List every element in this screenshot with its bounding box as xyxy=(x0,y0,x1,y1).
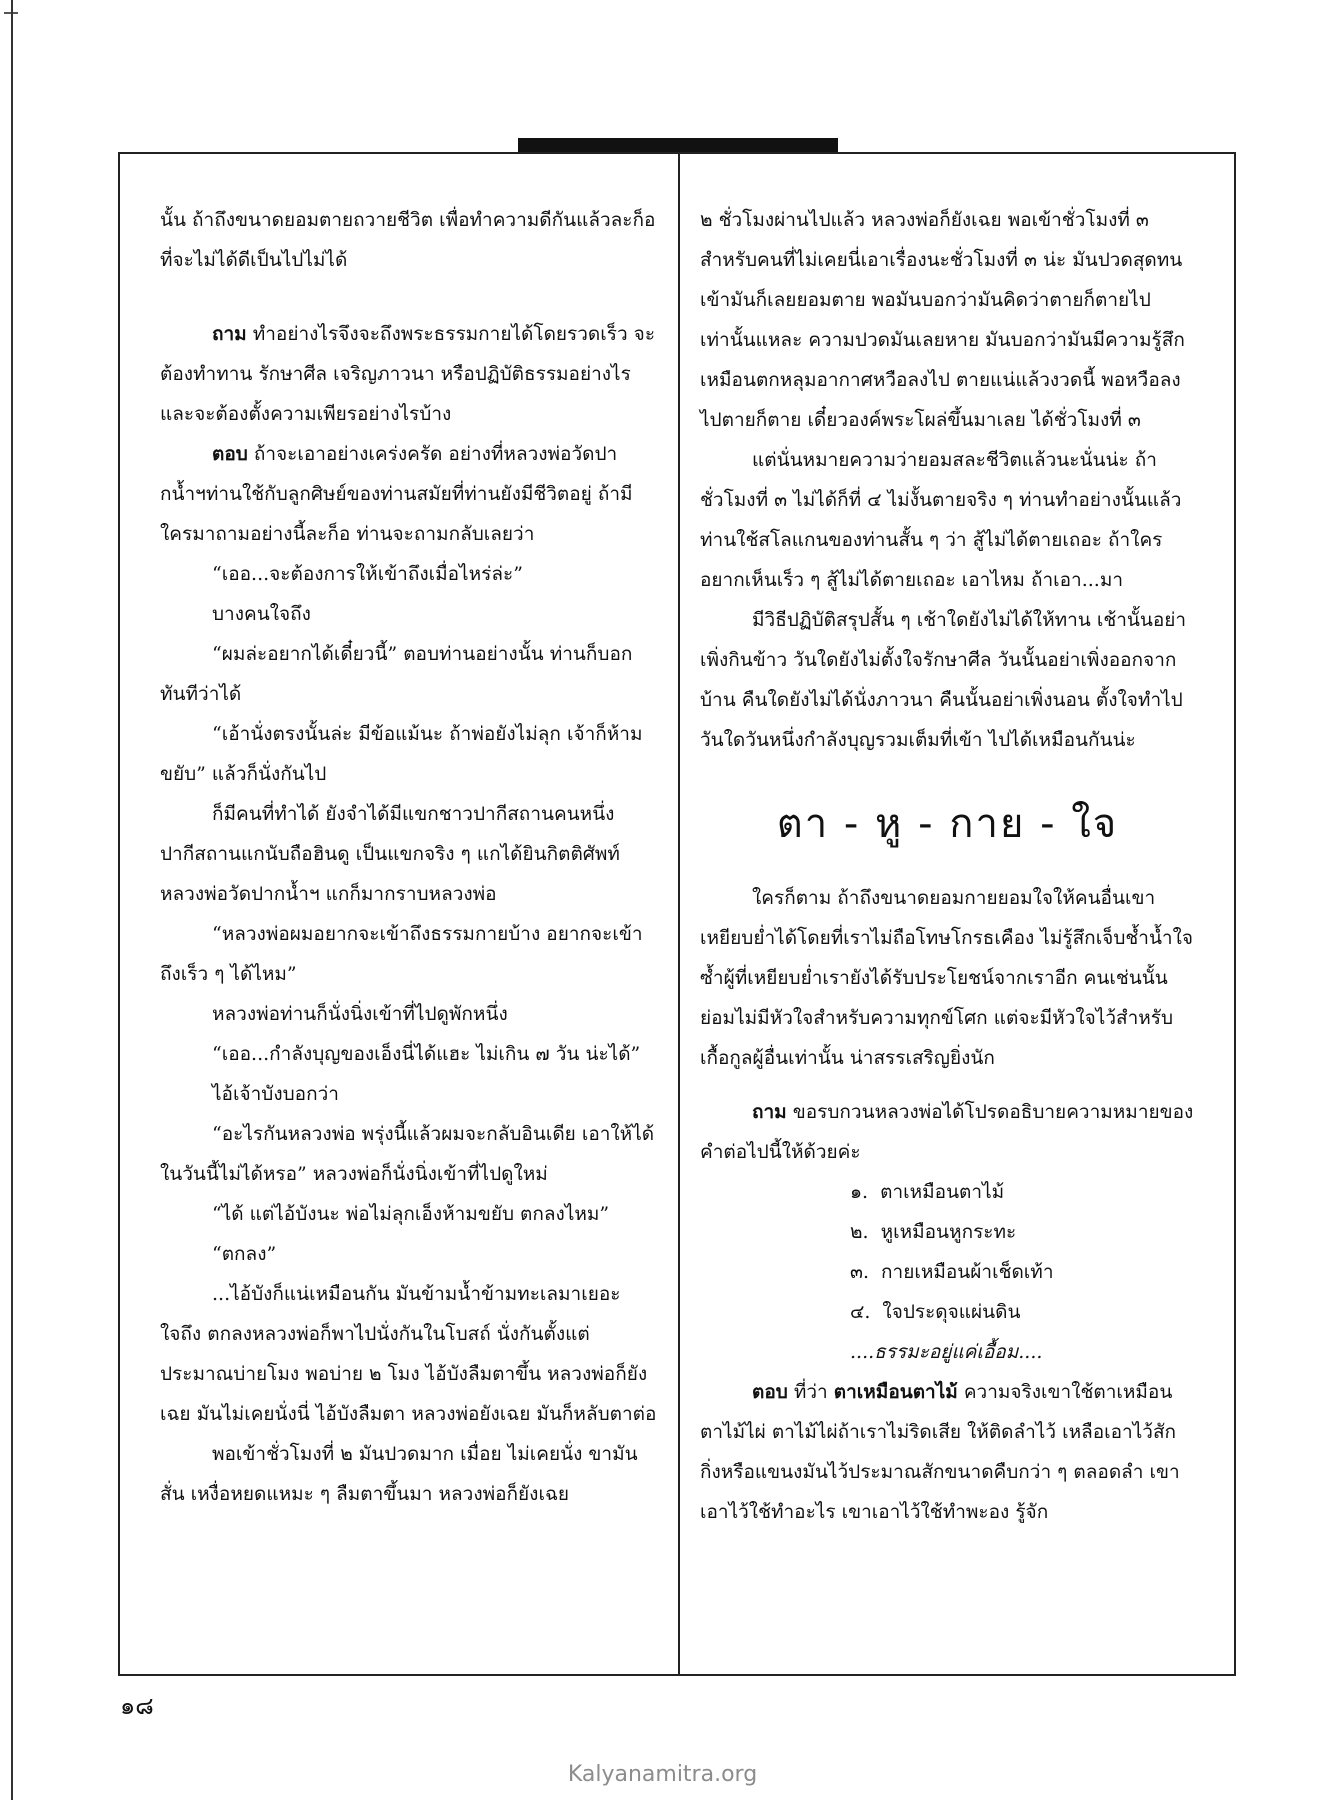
list-number: ๓. xyxy=(850,1261,870,1283)
dialog-line: “อะไรกันหลวงพ่อ พรุ่งนี้แล้วผมจะกลับอินเดีย เอาให้ได้ในวันนี้ไม่ได้หรอ” หลวงพ่อก็นั่งนิ่งเข้าที่ไปดูใหม่ xyxy=(160,1123,655,1185)
dialog-line: บางคนใจถึง xyxy=(212,603,311,625)
dialog-line: “เออ...กำลังบุญของเอ็งนี่ได้แฮะ ไม่เกิน ๗ วัน น่ะได้” xyxy=(212,1043,641,1065)
paragraph: มีวิธีปฏิบัติสรุปสั้น ๆ เช้าใดยังไม่ได้ให้ทาน เช้านั้นอย่าเพิ่งกินข้าว วันใดยังไม่ตั้งใจรักษาศีล วันนั้นอย่าเพิ่งออกจากบ้าน คืนใดยังไม่ได้นั่งภาวนา คืนนั้นอย่าเพิ่งนอน ตั้งใจทำไป วันใดวันหนึ่งกำลังบุญรวมเต็มที่เข้า ไปได้เหมือนกันน่ะ xyxy=(700,609,1187,751)
list-item xyxy=(850,1252,1195,1292)
paragraph: ๒ ชั่วโมงผ่านไปแล้ว หลวงพ่อก็ยังเฉย พอเข้าชั่วโมงที่ ๓ สำหรับคนที่ไม่เคยนี่เอาเรื่องนะชั่วโมงที่ ๓ น่ะ มันปวดสุดทนเข้ามันก็เลยยอมตาย พอมันบอกว่ามันคิดว่าตายก็ตายไปเท่านั้นแหละ ความปวดมันเลยหาย มันบอกว่ามันมีความรู้สึกเหมือนตกหลุมอากาศหวือลงไป ตายแน่แล้วงวดนี้ พอหวือลงไปตายก็ตาย เดี๋ยวองค์พระโผล่ขึ้นมาเลย ได้ชั่วโมงที่ ๓ xyxy=(700,209,1185,431)
list-number: ๔. xyxy=(850,1301,871,1323)
paragraph: พอเข้าชั่วโมงที่ ๒ มันปวดมาก เมื่อย ไม่เคยนั่ง ขามันสั่น เหงื่อหยดแหมะ ๆ ลืมตาขึ้นมา หลวงพ่อก็ยังเฉย xyxy=(160,1443,638,1505)
dialog-line: “ผมล่ะอยากได้เดี๋ยวนี้” ตอบท่านอย่างนั้น ท่านก็บอกทันทีว่าได้ xyxy=(160,643,633,705)
dialog-line: “ได้ แต่ไอ้บังนะ พ่อไม่ลุกเอ็งห้ามขยับ ตกลงไหม” xyxy=(212,1203,610,1225)
header-band xyxy=(518,138,838,152)
question xyxy=(160,314,660,434)
list-item xyxy=(850,1292,1195,1332)
question-text: ขอรบกวนหลวงพ่อได้โปรดอธิบายความหมายของคำต่อไปนี้ให้ด้วยค่ะ xyxy=(700,1101,1194,1163)
section-heading: ตา - หู - กาย - ใจ xyxy=(776,801,1119,847)
column-divider xyxy=(678,152,680,1676)
answer-emphasis: ตาเหมือนตาไม้ xyxy=(833,1381,958,1403)
dialog-line: หลวงพ่อท่านก็นั่งนิ่งเข้าที่ไปดูพักหนึ่ง xyxy=(212,1003,508,1025)
list-text: กายเหมือนผ้าเช็ดเท้า xyxy=(881,1261,1054,1283)
question-label: ถาม xyxy=(752,1101,787,1123)
left-column xyxy=(160,200,660,1514)
question-text: ทำอย่างไรจึงจะถึงพระธรรมกายได้โดยรวดเร็ว จะต้องทำทาน รักษาศีล เจริญภาวนา หรือปฏิบัติธรรมอย่างไร และจะต้องตั้งความเพียรอย่างไรบ้าง xyxy=(160,323,656,425)
dialog-line: “หลวงพ่อผมอยากจะเข้าถึงธรรมกายบ้าง อยากจะเข้าถึงเร็ว ๆ ได้ไหม” xyxy=(160,923,643,985)
answer-label: ตอบ xyxy=(752,1381,788,1403)
answer-text: ความจริงเขาใช้ตาเหมือนตาไม้ไผ่ ตาไม้ไผ่ถ้าเราไม่ริดเสีย ให้ติดลำไว้ เหลือเอาไว้สักกิ่งหรือแขนงมันไว้ประมาณสักขนาดคืบกว่า ๆ ตลอดลำ เขาเอาไว้ใช้ทำอะไร เขาเอาไว้ใช้ทำพะอง รู้จัก xyxy=(700,1381,1180,1523)
right-column xyxy=(700,200,1195,1532)
dialog-line: ไอ้เจ้าบังบอกว่า xyxy=(212,1083,339,1105)
answer-text: ถ้าจะเอาอย่างเคร่งครัด อย่างที่หลวงพ่อวัดปากน้ำฯท่านใช้กับลูกศิษย์ของท่านสมัยที่ท่านยังมีชีวิตอยู่ ถ้ามีใครมาถามอย่างนี้ละก็อ ท่านจะถามกลับเลยว่า xyxy=(160,443,633,545)
list-item xyxy=(850,1172,1195,1212)
answer xyxy=(700,1372,1195,1532)
answer xyxy=(160,434,660,554)
paragraph: ...ไอ้บังก็แน่เหมือนกัน มันข้ามน้ำข้ามทะเลมาเยอะ ใจถึง ตกลงหลวงพ่อก็พาไปนั่งกันในโบสถ์ นั่งกันตั้งแต่ประมาณบ่ายโมง พอบ่าย ๒ โมง ไอ้บังลืมตาขึ้น หลวงพ่อก็ยังเฉย มันไม่เคยนั่งนี่ ไอ้บังลืมตา หลวงพ่อยังเฉย มันก็หลับตาต่อ xyxy=(160,1283,657,1425)
paragraph: ก็มีคนที่ทำได้ ยังจำได้มีแขกชาวปากีสถานคนหนึ่ง ปากีสถานแกนับถือฮินดู เป็นแขกจริง ๆ แกได้ยินกิตติศัพท์หลวงพ่อวัดปากน้ำฯ แกก็มากราบหลวงพ่อ xyxy=(160,803,620,905)
question xyxy=(700,1092,1195,1172)
dialog-line: “เออ...จะต้องการให้เข้าถึงเมื่อไหร่ล่ะ” xyxy=(212,563,523,585)
footer-watermark: Kalyanamitra.org xyxy=(567,1762,758,1787)
paragraph: ใครก็ตาม ถ้าถึงขนาดยอมกายยอมใจให้คนอื่นเขาเหยียบย่ำได้โดยที่เราไม่ถือโทษโกรธเคือง ไม่รู้สึกเจ็บช้ำน้ำใจ ซ้ำผู้ที่เหยียบย่ำเรายังได้รับประโยชน์จากเราอีก คนเช่นนั้นย่อมไม่มีหัวใจสำหรับความทุกข์โศก แต่จะมีหัวใจไว้สำหรับเกื้อกูลผู้อื่นเท่านั้น น่าสรรเสริญยิ่งนัก xyxy=(700,887,1194,1069)
list-text: หูเหมือนหูกระทะ xyxy=(880,1221,1017,1243)
paragraph: แต่นั่นหมายความว่ายอมสละชีวิตแล้วนะนั่นน่ะ ถ้าชั่วโมงที่ ๓ ไม่ได้ก็ที่ ๔ ไม่งั้นตายจริง ๆ ท่านทำอย่างนั้นแล้วท่านใช้สโลแกนของท่านสั้น ๆ ว่า สู้ไม่ได้ตายเถอะ ถ้าใครอยากเห็นเร็ว ๆ สู้ไม่ได้ตายเถอะ เอาไหม ถ้าเอา...มา xyxy=(700,449,1182,591)
list-number: ๒. xyxy=(850,1221,869,1243)
scan-left-edge xyxy=(11,0,13,1800)
numbered-list xyxy=(700,1172,1195,1332)
dialog-line: “เอ้านั่งตรงนั้นล่ะ มีข้อแม้นะ ถ้าพ่อยังไม่ลุก เจ้าก็ห้ามขยับ” แล้วก็นั่งกันไป xyxy=(160,723,643,785)
answer-lead: ที่ว่า xyxy=(787,1381,834,1403)
page-number: ๑๘ xyxy=(120,1692,154,1720)
dialog-line: “ตกลง” xyxy=(212,1243,277,1265)
list-number: ๑. xyxy=(850,1181,869,1203)
answer-label: ตอบ xyxy=(212,443,248,465)
list-text: ใจประดุจแผ่นดิน xyxy=(882,1301,1021,1323)
list-item xyxy=(850,1212,1195,1252)
list-trail: ....ธรรมะอยู่แค่เอื้อม.... xyxy=(850,1341,1043,1363)
list-text: ตาเหมือนตาไม้ xyxy=(880,1181,1005,1203)
question-label: ถาม xyxy=(212,323,247,345)
paragraph: นั้น ถ้าถึงขนาดยอมตายถวายชีวิต เพื่อทำความดีกันแล้วละก็อ ที่จะไม่ได้ดีเป็นไปไม่ได้ xyxy=(160,209,656,271)
